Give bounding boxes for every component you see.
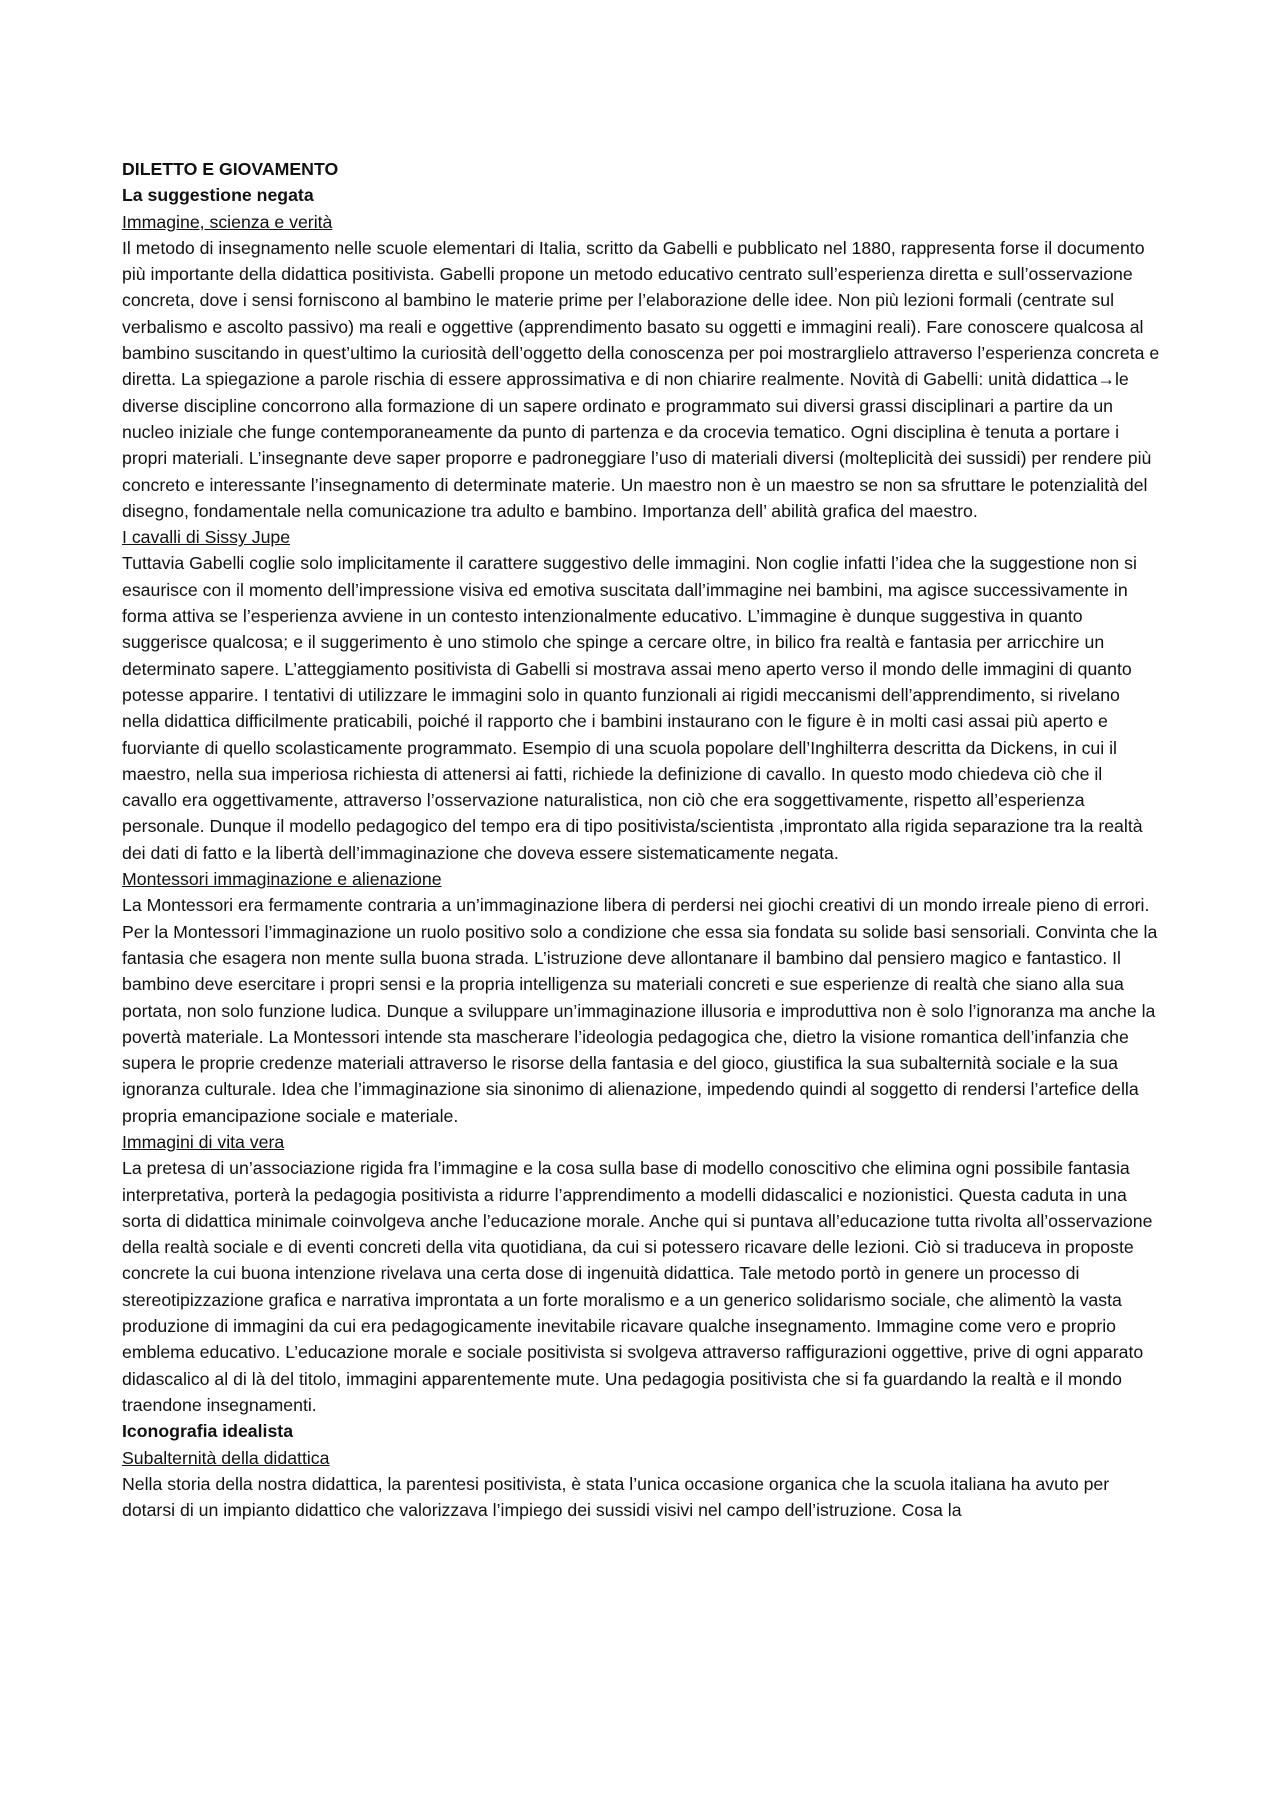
paragraph-text: le diverse discipline concorrono alla formazione di un sapere ordinato e programmato sui diversi grassi disciplinari a partire da un nucleo iniziale che funge contemporaneamente da punto di partenza e da crocevia tematico. Ogni disciplina è tenuta a portare i propri materiali. L’insegnante deve saper proporre e padroneggiare l’uso di materiali diversi (molteplicità dei sussidi) per rendere più concreto e interessante l’insegnamento di determinate materie. Un maestro non è un maestro se non sa sfruttare le potenzialità del disegno, fondamentale nella comunicazione tra adulto e bambino. Importanza dell’ abilità grafica del maestro. <box>122 369 1152 521</box>
document-body <box>122 156 1162 1523</box>
section-paragraph-montessori: La Montessori era fermamente contraria a un’immaginazione libera di perdersi nei giochi creativi di un mondo irreale pieno di errori. Per la Montessori l’immaginazione un ruolo positivo solo a condizione che essa sia fondata su solide basi sensoriali. Convinta che la fantasia che esagera non mente sulla buona strada. L’istruzione deve allontanare il bambino dal pensiero magico e fantastico. Il bambino deve esercitare i propri sensi e la propria intelligenza su materiali concreti e sue esperienze di realtà che siano alla sua portata, non solo funzione ludica. Dunque a sviluppare un’immaginazione illusoria e improduttiva non è solo l’ignoranza ma anche la povertà materiale. La Montessori intende sta mascherare l’ideologia pedagogica che, dietro la visione romantica dell’infanzia che supera le proprie credenze materiali attraverso le risorse della fantasia e del gioco, giustifica la sua subalternità sociale e la sua ignoranza culturale. Idea che l’immaginazione sia sinonimo di alienazione, impedendo quindi al soggetto di rendersi l’artefice della propria emancipazione sociale e materiale. <box>122 895 1158 1126</box>
section-heading-immagini-vita-vera: Immagini di vita vera <box>122 1131 285 1152</box>
part-title-iconografia-idealista: Iconografia idealista <box>122 1421 294 1442</box>
section-heading-subalternita-didattica: Subalternità della didattica <box>122 1447 330 1468</box>
section-paragraph-subalternita-didattica: Nella storia della nostra didattica, la parentesi positivista, è stata l’unica occasione organica che la scuola italiana ha avuto per dotarsi di un impianto didattico che valorizzava l’impiego dei sussidi visivi nel campo dell’istruzione. Cosa la <box>122 1473 1110 1521</box>
section-heading-cavalli-sissy-jupe: I cavalli di Sissy Jupe <box>122 527 291 548</box>
section-paragraph-immagini-vita-vera: La pretesa di un’associazione rigida fra l’immagine e la cosa sulla base di modello conoscitivo che elimina ogni possibile fantasia interpretativa, porterà la pedagogia positivista a ridurre l’apprendimento a modelli didascalici e nozionistici. Questa caduta in una sorta di didattica minimale coinvolgeva anche l’educazione morale. Anche qui si puntava all’educazione tutta rivolta all’osservazione della realtà sociale e di eventi concreti della vita quotidiana, da cui si potessero ricavare delle lezioni. Ciò si traduceva in proposte concrete la cui buona intenzione rivelava una certa dose di ingenuità didattica. Tale metodo portò in genere un processo di stereotipizzazione grafica e narrativa improntata a un forte moralismo e a un generico solidarismo sociale, che alimentò la vasta produzione di immagini da cui era pedagogicamente inevitabile ricavare qualche insegnamento. Immagine come vero e proprio emblema educativo. L’educazione morale e sociale positivista si svolgeva attraverso raffigurazioni oggettive, prive di ogni apparato didascalico al di là del titolo, immagini apparentemente mute. Una pedagogia positivista che si fa guardando la realtà e il mondo traendone insegnamenti. <box>122 1158 1153 1415</box>
section-paragraph-immagine-scienza <box>122 235 1162 524</box>
paragraph-text: Il metodo di insegnamento nelle scuole elementari di Italia, scritto da Gabelli e pubblicato nel 1880, rappresenta forse il documento più importante della didattica positivista. Gabelli propone un metodo educativo centrato sull’esperienza diretta e sull’osservazione concreta, dove i sensi forniscono al bambino le materie prime per l’elaborazione delle idee. Non più lezioni formali (centrate sul verbalismo e ascolto passivo) ma reali e oggettive (apprendimento basato su oggetti e immagini reali). Fare conoscere qualcosa al bambino suscitando in quest’ultimo la curiosità dell’oggetto della conoscenza per poi mostrarglielo attraverso l’esperienza concreta e diretta. La spiegazione a parole rischia di essere approssimativa e di non chiarire realmente. Novità di Gabelli: unità didattica <box>122 237 1160 390</box>
arrow-right-icon: → <box>1097 369 1115 390</box>
document-subtitle: La suggestione negata <box>122 185 314 206</box>
section-paragraph-cavalli-sissy-jupe: Tuttavia Gabelli coglie solo implicitamente il carattere suggestivo delle immagini. Non coglie infatti l’idea che la suggestione non si esaurisce con il momento dell’impressione visiva ed emotiva suscitata dall’immagine nei bambini, ma agisce successivamente in forma attiva se l’esperienza avviene in un contesto intenzionalmente educativo. L’immagine è dunque suggestiva in quanto suggerisce qualcosa; e il suggerimento è uno stimolo che spinge a cercare oltre, in bilico fra realtà e fantasia per arricchire un determinato sapere. L’atteggiamento positivista di Gabelli si mostrava assai meno aperto verso il mondo delle immagini di quanto potesse apparire. I tentativi di utilizzare le immagini solo in quanto funzionali ai rigidi meccanismi dell’apprendimento, si rivelano nella didattica difficilmente praticabili, poiché il rapporto che i bambini instaurano con le figure è in molti casi assai più aperto e fuorviante di quello scolasticamente programmato. Esempio di una scuola popolare dell’Inghilterra descritta da Dickens, in cui il maestro, nella sua imperiosa richiesta di attenersi ai fatti, richiede la definizione di cavallo. In questo modo chiedeva ciò che il cavallo era oggettivamente, attraverso l’osservazione naturalistica, non ciò che era soggettivamente, rispetto all’esperienza personale. Dunque il modello pedagogico del tempo era di tipo positivista/scientista ,improntato alla rigida separazione tra la realtà dei dati di fatto e la libertà dell’immaginazione che doveva essere sistematicamente negata. <box>122 553 1143 863</box>
section-heading-montessori: Montessori immaginazione e alienazione <box>122 869 442 890</box>
section-heading-immagine-scienza: Immagine, scienza e verità <box>122 211 333 232</box>
document-title: DILETTO E GIOVAMENTO <box>122 159 339 179</box>
